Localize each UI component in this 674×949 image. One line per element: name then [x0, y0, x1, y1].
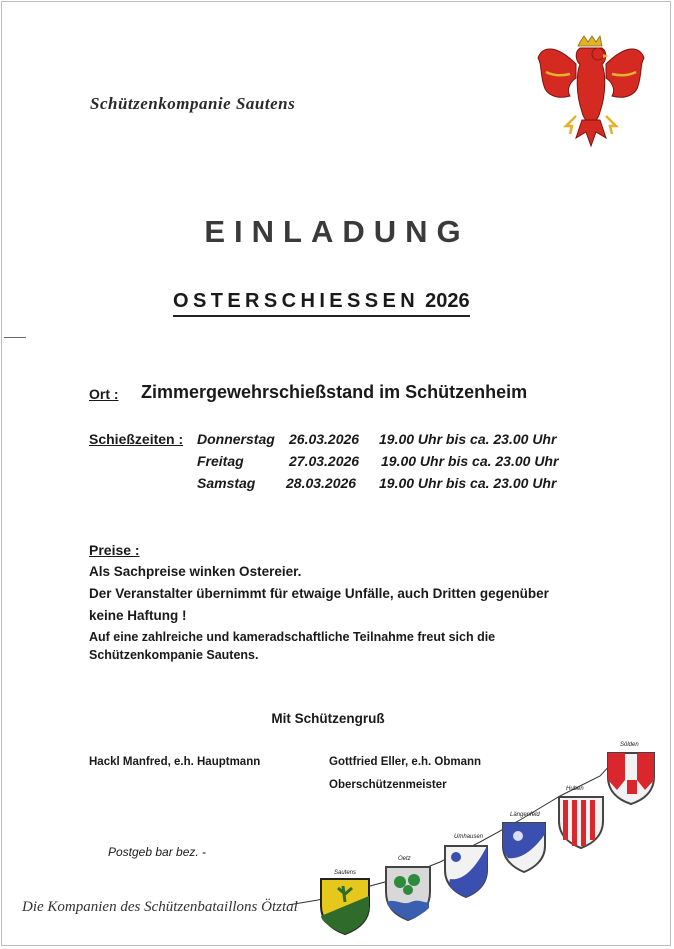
time-row-date: 26.03.2026 — [289, 431, 360, 447]
crest-caption: Oetz — [398, 856, 411, 862]
event-name: OSTERSCHIESSEN — [173, 290, 420, 312]
postage-note: Postgeb bar bez. - — [108, 845, 207, 859]
battalion-text: Die Kompanien des Schützenbataillons Ötztal — [22, 899, 298, 915]
location-value: Zimmergewehrschießstand im Schützenheim — [141, 382, 528, 402]
time-row-day: Donnerstag — [197, 431, 275, 447]
signatory-left: Hackl Manfred, e.h. Hauptmann — [89, 756, 261, 768]
crest-soelden-icon — [605, 750, 657, 806]
crest-laengenfeld-icon — [500, 820, 548, 874]
crest-caption: Sautens — [334, 870, 357, 876]
crest-oetz-icon — [383, 864, 433, 922]
crest-caption: Sölden — [620, 742, 639, 748]
crest-umhausen-icon — [442, 843, 490, 899]
invitation-title: EINLADUNG — [204, 214, 470, 249]
crest-sautens-icon — [318, 876, 372, 936]
prizes-line: Schützenkompanie Sautens. — [89, 648, 259, 662]
signatory-right-title: Oberschützenmeister — [329, 779, 447, 791]
prizes-line: Der Veranstalter übernimmt für etwaige Unfälle, auch Dritten gegenüber — [89, 586, 549, 601]
time-row-date: 27.03.2026 — [289, 453, 360, 469]
event-title — [173, 290, 470, 317]
signatory-right: Gottfried Eller, e.h. Obmann — [329, 756, 482, 768]
prizes-line: Als Sachpreise winken Ostereier. — [89, 564, 302, 579]
time-row-time: 19.00 Uhr bis ca. 23.00 Uhr — [379, 431, 557, 447]
company-name: Schützenkompanie Sautens — [90, 94, 296, 113]
time-row-time: 19.00 Uhr bis ca. 23.00 Uhr — [381, 453, 559, 469]
shooting-times-label: Schießzeiten : — [89, 431, 184, 447]
prizes-label: Preise : — [89, 542, 140, 558]
location-label: Ort : — [89, 386, 119, 402]
time-row-day: Freitag — [197, 453, 244, 469]
crest-huben-icon — [556, 794, 606, 850]
margin-mark — [4, 337, 26, 338]
greeting: Mit Schützengruß — [271, 711, 385, 726]
crest-caption: Umhausen — [454, 834, 484, 840]
prizes-line: keine Haftung ! — [89, 608, 187, 623]
crest-caption: Huben — [566, 786, 584, 792]
time-row-day: Samstag — [197, 475, 256, 491]
tyrolean-eagle-icon — [536, 34, 646, 154]
event-year: 2026 — [425, 290, 470, 312]
time-row-time: 19.00 Uhr bis ca. 23.00 Uhr — [379, 475, 557, 491]
prizes-line: Auf eine zahlreiche und kameradschaftliche Teilnahme freut sich die — [89, 630, 496, 644]
crest-caption: Längenfeld — [510, 812, 540, 818]
time-row-date: 28.03.2026 — [286, 475, 357, 491]
